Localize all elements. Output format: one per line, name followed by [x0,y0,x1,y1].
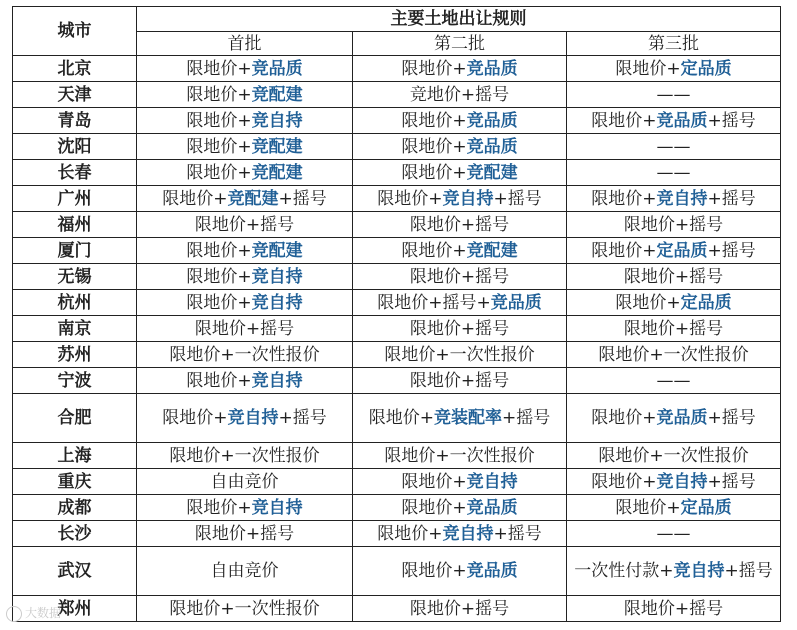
city-cell: 武汉 [13,547,137,596]
city-column-header: 城市 [13,7,137,56]
rule-text: +摇号 [502,408,551,428]
rule-text: 限地价+ [401,110,467,131]
city-cell: 成都 [13,495,137,521]
rule-cell-batch-1 [137,264,353,290]
rule-text: +摇号 [493,523,542,544]
rule-text: 限地价+ [591,471,657,492]
table-row [13,264,781,290]
rule-highlight-text: 竞自持 [656,188,708,209]
rule-cell-batch-1 [137,56,353,82]
rule-highlight-text: 竞配建 [227,188,279,209]
rule-text: 限地价+ [591,110,657,131]
rule-highlight-text: 竞品质 [466,58,518,79]
rule-cell-batch-2 [353,160,567,186]
rule-text: +摇号 [707,408,756,428]
rule-cell-batch-2 [353,368,567,394]
table-row [13,56,781,82]
rule-highlight-text: 竞品质 [656,408,708,428]
rule-cell-batch-3 [567,212,781,238]
rule-text: 限地价+摇号 [623,214,724,235]
rule-highlight-text: 竞配建 [251,240,303,261]
rule-highlight-text: 竞自持 [466,471,518,492]
rule-text: 限地价+摇号 [194,318,295,339]
rule-highlight-text: 竞自持 [227,408,279,428]
city-cell: 苏州 [13,342,137,368]
rule-cell-batch-3 [567,82,781,108]
rule-cell-batch-2 [353,238,567,264]
table-row [13,134,781,160]
rule-text: 限地价+ [615,292,681,313]
rule-cell-batch-2 [353,394,567,443]
rule-cell-batch-3 [567,469,781,495]
rule-text: 限地价+摇号 [409,318,510,339]
rule-highlight-text: 竞配建 [466,162,518,183]
rule-cell-batch-3 [567,368,781,394]
city-cell: 合肥 [13,394,137,443]
rule-text: —— [656,84,691,105]
rule-highlight-text: 竞品质 [466,136,518,157]
table-row [13,316,781,342]
rule-cell-batch-3 [567,186,781,212]
table-row [13,443,781,469]
rule-text: 限地价+摇号 [623,598,724,619]
land-rules-table-container [12,6,781,622]
rule-text: 限地价+摇号 [194,523,295,544]
rule-cell-batch-1 [137,394,353,443]
rule-text: 限地价+ [186,266,252,287]
rule-text: 限地价+一次性报价 [384,344,535,365]
rule-text: 限地价+摇号+ [377,292,491,313]
rule-cell-batch-1 [137,316,353,342]
rule-text: 自由竞价 [210,561,279,581]
rule-cell-batch-3 [567,316,781,342]
rule-text: 竞地价+摇号 [409,84,510,105]
rule-text: 限地价+ [377,188,443,209]
rule-text: 限地价+ [377,523,443,544]
city-cell: 青岛 [13,108,137,134]
rule-text: 限地价+ [401,497,467,518]
rule-cell-batch-3 [567,290,781,316]
rule-highlight-text: 定品质 [680,292,732,313]
rule-cell-batch-2 [353,521,567,547]
city-cell: 长春 [13,160,137,186]
rule-highlight-text: 定品质 [680,58,732,79]
rule-highlight-text: 定品质 [680,497,732,518]
rule-cell-batch-1 [137,495,353,521]
rule-cell-batch-2 [353,264,567,290]
rule-text: 限地价+摇号 [623,266,724,287]
rule-text: 限地价+摇号 [409,214,510,235]
rule-cell-batch-2 [353,342,567,368]
rule-cell-batch-1 [137,82,353,108]
table-row [13,108,781,134]
rule-highlight-text: 竞装配率 [434,408,502,428]
header-row-title [13,7,781,32]
rule-text: 限地价+摇号 [409,266,510,287]
table-row [13,596,781,622]
rule-text: —— [656,162,691,183]
rule-highlight-text: 竞品质 [466,497,518,518]
rule-text: 限地价+ [186,84,252,105]
table-row [13,547,781,596]
rule-cell-batch-3 [567,160,781,186]
rule-text: +摇号 [707,188,756,209]
rule-cell-batch-2 [353,212,567,238]
rule-cell-batch-3 [567,547,781,596]
rule-highlight-text: 竞品质 [466,561,518,581]
table-row [13,212,781,238]
rule-cell-batch-3 [567,443,781,469]
rule-text: 限地价+ [401,136,467,157]
rule-cell-batch-1 [137,547,353,596]
rule-cell-batch-3 [567,495,781,521]
rule-highlight-text: 竞品质 [466,110,518,131]
rule-cell-batch-1 [137,108,353,134]
rule-highlight-text: 竞品质 [656,110,708,131]
rule-cell-batch-2 [353,186,567,212]
city-cell: 重庆 [13,469,137,495]
rule-text: 限地价+一次性报价 [169,445,320,466]
rule-highlight-text: 竞品质 [251,58,303,79]
table-row [13,469,781,495]
rule-cell-batch-2 [353,469,567,495]
city-cell: 郑州 [13,596,137,622]
rule-text: 限地价+ [615,58,681,79]
rule-highlight-text: 竞配建 [251,162,303,183]
city-cell: 杭州 [13,290,137,316]
rule-highlight-text: 竞配建 [251,136,303,157]
rule-cell-batch-1 [137,342,353,368]
rule-cell-batch-1 [137,134,353,160]
city-cell: 广州 [13,186,137,212]
rule-text: 限地价+ [186,240,252,261]
rule-cell-batch-1 [137,160,353,186]
rule-cell-batch-2 [353,56,567,82]
rule-highlight-text: 定品质 [656,240,708,261]
rule-highlight-text: 竞自持 [251,266,303,287]
rule-cell-batch-3 [567,394,781,443]
rule-text: +摇号 [707,240,756,261]
rule-text: 限地价+一次性报价 [169,344,320,365]
rule-cell-batch-2 [353,547,567,596]
rule-text: 限地价+ [401,561,467,581]
rule-text: 限地价+ [162,408,228,428]
rule-cell-batch-2 [353,108,567,134]
rule-text: +摇号 [278,188,327,209]
rule-cell-batch-2 [353,82,567,108]
rule-text: 自由竞价 [210,471,279,492]
rule-text: 限地价+ [401,240,467,261]
rule-text: 限地价+摇号 [409,598,510,619]
watermark-text: 大数据 [25,606,62,620]
rule-text: 限地价+摇号 [194,214,295,235]
rule-highlight-text: 竞自持 [251,110,303,131]
rule-text: 限地价+摇号 [409,370,510,391]
batch-header-1: 首批 [137,32,353,56]
rule-text: 限地价+ [186,162,252,183]
rule-text: 限地价+ [186,110,252,131]
city-cell: 沈阳 [13,134,137,160]
rule-text: 限地价+ [401,471,467,492]
rule-cell-batch-1 [137,469,353,495]
rule-cell-batch-3 [567,238,781,264]
rule-text: 一次性付款+ [574,561,674,581]
city-cell: 宁波 [13,368,137,394]
city-cell: 厦门 [13,238,137,264]
rule-highlight-text: 竞自持 [673,561,725,581]
rule-text: —— [656,136,691,157]
rule-cell-batch-2 [353,443,567,469]
rule-cell-batch-3 [567,108,781,134]
rule-cell-batch-3 [567,134,781,160]
table-row [13,290,781,316]
rule-highlight-text: 竞自持 [442,188,494,209]
rule-cell-batch-1 [137,212,353,238]
city-cell: 无锡 [13,264,137,290]
rule-cell-batch-1 [137,238,353,264]
rule-text: 限地价+ [401,58,467,79]
watermark-logo-icon [6,606,22,622]
rule-highlight-text: 竞自持 [251,370,303,391]
rule-text: +摇号 [493,188,542,209]
rule-cell-batch-3 [567,596,781,622]
land-rules-table [12,6,781,622]
rule-text: 限地价+ [368,408,434,428]
rule-text: +摇号 [278,408,327,428]
rule-text: 限地价+ [591,188,657,209]
rule-cell-batch-3 [567,521,781,547]
rule-text: +摇号 [707,110,756,131]
city-cell: 上海 [13,443,137,469]
rule-text: 限地价+摇号 [623,318,724,339]
rule-cell-batch-2 [353,316,567,342]
table-row [13,186,781,212]
rule-text: 限地价+ [186,370,252,391]
rule-highlight-text: 竞自持 [251,292,303,313]
rule-cell-batch-1 [137,443,353,469]
rule-text: 限地价+ [591,240,657,261]
rule-cell-batch-2 [353,596,567,622]
table-title: 主要土地出让规则 [137,7,781,32]
rule-highlight-text: 竞品质 [490,292,542,313]
rule-cell-batch-3 [567,56,781,82]
table-row [13,238,781,264]
rule-highlight-text: 竞配建 [466,240,518,261]
table-row [13,342,781,368]
rule-cell-batch-1 [137,596,353,622]
city-cell: 天津 [13,82,137,108]
table-row [13,495,781,521]
batch-header-2: 第二批 [353,32,567,56]
city-cell: 南京 [13,316,137,342]
rule-highlight-text: 竞自持 [656,471,708,492]
city-cell: 长沙 [13,521,137,547]
table-row [13,521,781,547]
watermark [6,604,61,622]
batch-header-3: 第三批 [567,32,781,56]
rule-text: 限地价+ [186,292,252,313]
rule-highlight-text: 竞自持 [251,497,303,518]
table-row [13,82,781,108]
table-row [13,368,781,394]
table-header [13,7,781,56]
rule-cell-batch-3 [567,342,781,368]
rule-text: +摇号 [724,561,773,581]
rule-cell-batch-2 [353,290,567,316]
table-row [13,394,781,443]
rule-text: 限地价+ [615,497,681,518]
rule-text: 限地价+一次性报价 [169,598,320,619]
table-body [13,56,781,622]
rule-text: 限地价+ [186,136,252,157]
rule-cell-batch-1 [137,368,353,394]
rule-text: 限地价+ [186,58,252,79]
city-cell: 福州 [13,212,137,238]
rule-cell-batch-1 [137,290,353,316]
rule-text: 限地价+一次性报价 [598,445,749,466]
rule-text: 限地价+ [186,497,252,518]
city-cell: 北京 [13,56,137,82]
rule-cell-batch-2 [353,495,567,521]
rule-text: 限地价+ [162,188,228,209]
rule-text: 限地价+一次性报价 [384,445,535,466]
rule-highlight-text: 竞自持 [442,523,494,544]
rule-cell-batch-3 [567,264,781,290]
rule-text: +摇号 [707,471,756,492]
rule-cell-batch-1 [137,186,353,212]
rule-text: 限地价+ [401,162,467,183]
rule-cell-batch-1 [137,521,353,547]
rule-text: 限地价+ [591,408,657,428]
rule-cell-batch-2 [353,134,567,160]
table-row [13,160,781,186]
rule-text: 限地价+一次性报价 [598,344,749,365]
rule-text: —— [656,523,691,544]
rule-text: —— [656,370,691,391]
rule-highlight-text: 竞配建 [251,84,303,105]
